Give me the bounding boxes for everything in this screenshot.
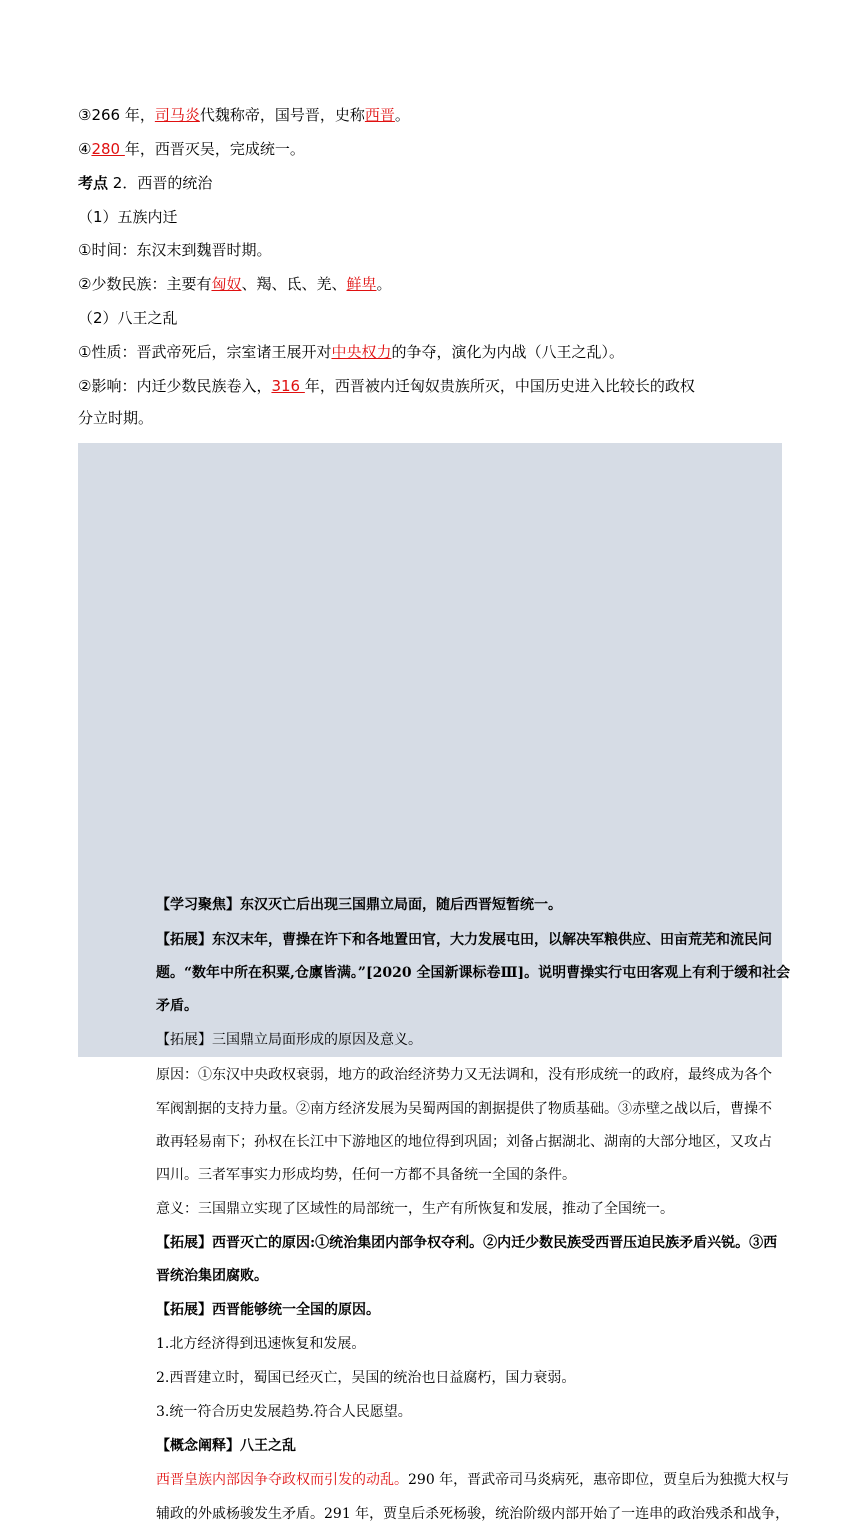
box-line: 辅政的外戚杨骏发生矛盾。291 年，贾皇后杀死杨骏，统治阶级内部开始了一连串的政治残杀和战争，	[156, 1506, 790, 1522]
box-line: 矛盾。	[156, 998, 198, 1014]
box-line: 原因：①东汉中央政权衰弱，地方的政治经济势力又无法调和，没有形成统一的政府，最终成为各个	[156, 1067, 772, 1083]
box-line: 【拓展】东汉末年，曹操在许下和各地置田官，大力发展屯田，以解决军粮供应、田亩荒芜和流民问	[156, 932, 772, 948]
box-line: 【拓展】西晋灭亡的原因:①统治集团内部争权夺利。②内迁少数民族受西晋压迫民族矛盾兴锐。③西	[156, 1235, 778, 1251]
box-line: 2.西晋建立时，蜀国已经灭亡，吴国的统治也日益腐朽，国力衰弱。	[156, 1370, 576, 1386]
text-line: ②影响：内迁少数民族卷入，316 年，西晋被内迁匈奴贵族所灭，中国历史进入比较长的政权	[78, 377, 695, 395]
text-line: ③266 年，司马炎代魏称帝，国号晋，史称西晋。	[78, 106, 410, 124]
box-line: 西晋皇族内部因争夺政权而引发的动乱。290 年，晋武帝司马炎病死，惠帝即位，贾皇后为独揽大权与	[156, 1472, 790, 1488]
box-line: 敢再轻易南下；孙权在长江中下游地区的地位得到巩固；刘备占据湖北、湖南的大部分地区，又攻占	[156, 1134, 772, 1150]
text-line: ①时间：东汉末到魏晋时期。	[78, 241, 272, 259]
concept-heading: 【概念阐释】八王之乱	[156, 1438, 296, 1454]
text-line: ②少数民族：主要有匈奴、羯、氐、羌、鲜卑。	[78, 275, 392, 293]
box-line: 3.统一符合历史发展趋势.符合人民愿望。	[156, 1404, 412, 1420]
box-line: 晋统治集团腐败。	[156, 1268, 268, 1284]
answer-blank: 中央权力	[331, 343, 392, 361]
section-heading: 考点 2．西晋的统治	[78, 174, 213, 192]
text-line: ④280 年，西晋灭吴，完成统一。	[78, 140, 305, 158]
text-line: ①性质：晋武帝死后，宗室诸王展开对中央权力的争夺，演化为内战（八王之乱）。	[78, 343, 624, 361]
box-line: 四川。三者军事实力形成均势，任何一方都不具备统一全国的条件。	[156, 1167, 576, 1183]
box-line: 意义：三国鼎立实现了区域性的局部统一，生产有所恢复和发展，推动了全国统一。	[156, 1201, 674, 1217]
answer-blank: 司马炎	[154, 106, 200, 124]
box-line: 军阀割据的支持力量。②南方经济发展为吴蜀两国的割据提供了物质基础。③赤壁之战以后，曹操不	[156, 1101, 772, 1117]
answer-blank: 西晋	[364, 106, 395, 124]
answer-blank: 316	[271, 377, 305, 395]
subsection-heading: （1）五族内迁	[78, 208, 178, 226]
study-focus: 【学习聚焦】东汉灭亡后出现三国鼎立局面，随后西晋短暂统一。	[156, 897, 562, 913]
text-line: 分立时期。	[78, 409, 154, 427]
answer-blank: 280	[91, 140, 125, 158]
subsection-heading: （2）八王之乱	[78, 309, 178, 327]
box-line: 【拓展】西晋能够统一全国的原因。	[156, 1302, 380, 1318]
box-line: 1.北方经济得到迅速恢复和发展。	[156, 1336, 366, 1352]
answer-blank: 鲜卑	[346, 275, 377, 293]
box-line: 题。“数年中所在积粟,仓廪皆满。”[2020 全国新课标卷Ⅲ]。说明曹操实行屯田客观上有利于缓和社会	[156, 965, 791, 981]
box-line: 【拓展】三国鼎立局面形成的原因及意义。	[156, 1032, 422, 1048]
answer-blank: 匈奴	[211, 275, 242, 293]
